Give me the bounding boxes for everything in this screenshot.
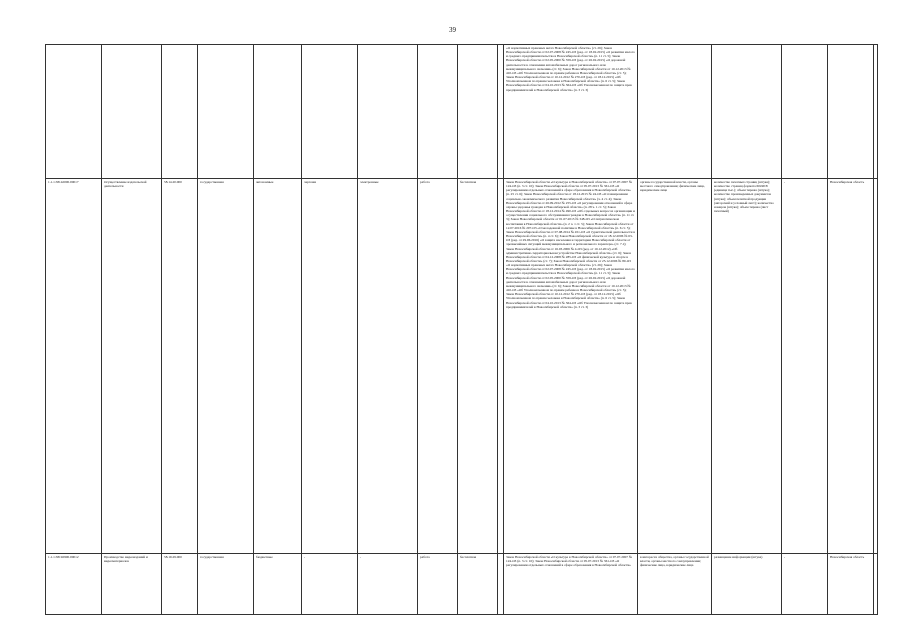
cell-service-name — [102, 45, 162, 179]
cell-institution-type: бюджетные — [254, 554, 302, 615]
cell-consumers — [638, 45, 712, 179]
cell-institution-type: автономные — [254, 179, 302, 554]
cell-tail — [874, 554, 878, 615]
cell-institution-type — [254, 45, 302, 179]
cell-content: чертежи — [302, 179, 358, 554]
cell-consumers: органы государственной власти, органы местного самоуправления; физические лица, юридические лица — [638, 179, 712, 554]
cell-conditions: электронные — [358, 179, 418, 554]
cell-registry-number: 1.1.1.58192900.00012 — [46, 554, 102, 615]
cell-tail — [874, 45, 878, 179]
registry-table — [45, 44, 878, 615]
cell-consumers: в интересах общества, органы государственной власти, органы местного самоуправления; физические лица, юридические лица — [638, 554, 712, 615]
cell-content — [302, 45, 358, 179]
table-row — [46, 179, 878, 554]
cell-okved-code: 58.19.29.000 — [162, 554, 198, 615]
table-row — [46, 45, 878, 179]
table-row — [46, 554, 878, 615]
page-number: 39 — [449, 26, 456, 34]
cell-volume-indicators: количество печатных страниц (штука); количество страниц формата 60х90/8 (единица тыс.); объем тиража (штука); количество произведенных документов (штука); объем печатной продукции (авторский и условный лист); количество номеров (штука); объем тиража (лист печатный) — [712, 179, 782, 554]
cell-payment: бесплатная — [458, 554, 498, 615]
cell-service-name: Производство видеоизданий и видеоматериалов — [102, 554, 162, 615]
cell-okved-code: 58.14.20.000 — [162, 179, 198, 554]
cell-registry-number — [46, 45, 102, 179]
cell-okved-code — [162, 45, 198, 179]
cell-payment: бесплатная — [458, 179, 498, 554]
cell-volume-indicators — [712, 45, 782, 179]
cell-volume-indicators: размещение информации (штука) — [712, 554, 782, 615]
cell-work-or-service — [418, 45, 458, 179]
cell-service-name: Осуществление издательской деятельности — [102, 179, 162, 554]
cell-conditions: - — [358, 554, 418, 615]
cell-legal-basis: Закон Новосибирской области «О культуре в Новосибирской области» от 07.07.2007 № 124-ОЗ (п. 3 ст. 10); Закон Новосибирской области от 05.07.2013 № 361-ОЗ «О регулировании отдельных отношений в сфере образования в Новосибирской области» — [504, 554, 638, 615]
cell-service-type: государственная — [198, 554, 254, 615]
cell-payment — [458, 45, 498, 179]
cell-territory: Новосибирская область — [828, 179, 874, 554]
cell-legal-basis: Закон Новосибирской области «О культуре в Новосибирской области» от 07.07.2007 № 124-ОЗ (п. 3 ст. 10); Закон Новосибирской области от 05.07.2013 № 361-ОЗ «О регулировании отдельных отношений в сфере образования в Новосибирской области» (п. 25 ст. 6); Закон Новосибирской области от 18.12.2015 № 24-ОЗ «О планировании социально-экономического развития Новосибирской области» (ч. 4 ст. 4); Закон Новосибирской области от 26.09.2012 № 255-ОЗ «О регулировании отношений в сфере охраны здоровья граждан в Новосибирской области» (п. 28 ч. 1 ст. 5); Закон Новосибирской области от 18.12.2014 № 490-ОЗ «Об отдельных вопросах организации и осуществления социального обслуживания граждан в Новосибирской области» (п. 11 ст. 3); Закон Новосибирской области от 01.07.2013 № 348-ОЗ «О патриотическом воспитании в Новосибирской области» (п. 2 ч. 1 ст. 5); Закон Новосибирской области от 12.07.2016 № 207-ОЗ «О молодежной политике в Новосибирской области» (п. 6 ст. 5); Закон Новосибирской области от 07.08.2014 № 451-ОЗ «О туристической деятельности в Новосибирской области» (п. 4 ст. 6); Закон Новосибирской области от 18.12.2006 № 63-ОЗ (ред. от 29.06.2016) «О защите населения и территории Новосибирской области от чрезвычайных ситуаций межмуниципального и регионального характера» (ст. 7.1); Закон Новосибирской области от 16.03.2006 № 4-ОЗ (ред. от 10.12.2012) «Об административно-территориальном устройстве Новосибирской области» (ст. 6); Закон Новосибирской области от 04.12.2008 № 285-ОЗ «О физической культуре и спорте в Новосибирской области» (ст. 7); Закон Новосибирской области от 25.12.2006 № 80-ОЗ «О нормативных правовых актах Новосибирской области» (ст. 26); Закон Новосибирской области от 02.07.2008 № 245-ОЗ (ред. от 18.02.2015) «О развитии малого и среднего предпринимательства в Новосибирской области» (п. 11 ст. 5); Закон Новосибирской области от 02.05.2000 № 359-ОЗ (ред. от 26.02.2015) «О дорожной деятельности в отношении автомобильных дорог регионального или межмуниципального значения» (ст. 6); Закон Новосибирской области от 10.12.2013 № 410-ОЗ «Об Уполномоченном по правам ребенка в Новосибирской области» (ст. 5); Закон Новосибирской области от 10.12.2012 № 270-ОЗ (ред. от 18.12.2015) «Об Уполномоченном по правам человека в Новосибирской области» (п. 6 ст. 5); Закон Новосибирской области от 04.10.2013 № 364-ОЗ «Об Уполномоченном по защите прав предпринимателей в Новосибирской области» (п. 3 ст. 3) — [504, 179, 638, 554]
cell-territory — [828, 45, 874, 179]
cell-service-type: государственная — [198, 179, 254, 554]
cell-quality-indicators: - — [782, 554, 828, 615]
cell-quality-indicators: - — [782, 179, 828, 554]
cell-work-or-service: работа — [418, 179, 458, 554]
cell-quality-indicators — [782, 45, 828, 179]
cell-conditions — [358, 45, 418, 179]
cell-work-or-service: работа — [418, 554, 458, 615]
cell-legal-basis: «О нормативных правовых актах Новосибирской области» (ст. 26); Закон Новосибирской области от 02.07.2008 № 245-ОЗ (ред. от 18.02.2015) «О развитии малого и среднего предпринимательства в Новосибирской области» (п. 11 ст. 5); Закон Новосибирской области от 02.05.2000 № 359-ОЗ (ред. от 26.02.2015) «О дорожной деятельности в отношении автомобильных дорог регионального или межмуниципального значения» (ст. 6); Закон Новосибирской области от 10.12.2013 № 410-ОЗ «Об Уполномоченном по правам ребенка в Новосибирской области» (ст. 5); Закон Новосибирской области от 10.12.2012 № 270-ОЗ (ред. от 18.12.2015) «Об Уполномоченном по правам человека в Новосибирской области» (п. 6 ст. 5); Закон Новосибирской области от 04.10.2013 № 364-ОЗ «Об Уполномоченном по защите прав предпринимателей в Новосибирской области» (п. 3 ст. 3) — [504, 45, 638, 179]
cell-service-type — [198, 45, 254, 179]
cell-registry-number: 1.1.1.58142000.00017 — [46, 179, 102, 554]
cell-tail — [874, 179, 878, 554]
cell-content: - — [302, 554, 358, 615]
cell-territory: Новосибирская область — [828, 554, 874, 615]
